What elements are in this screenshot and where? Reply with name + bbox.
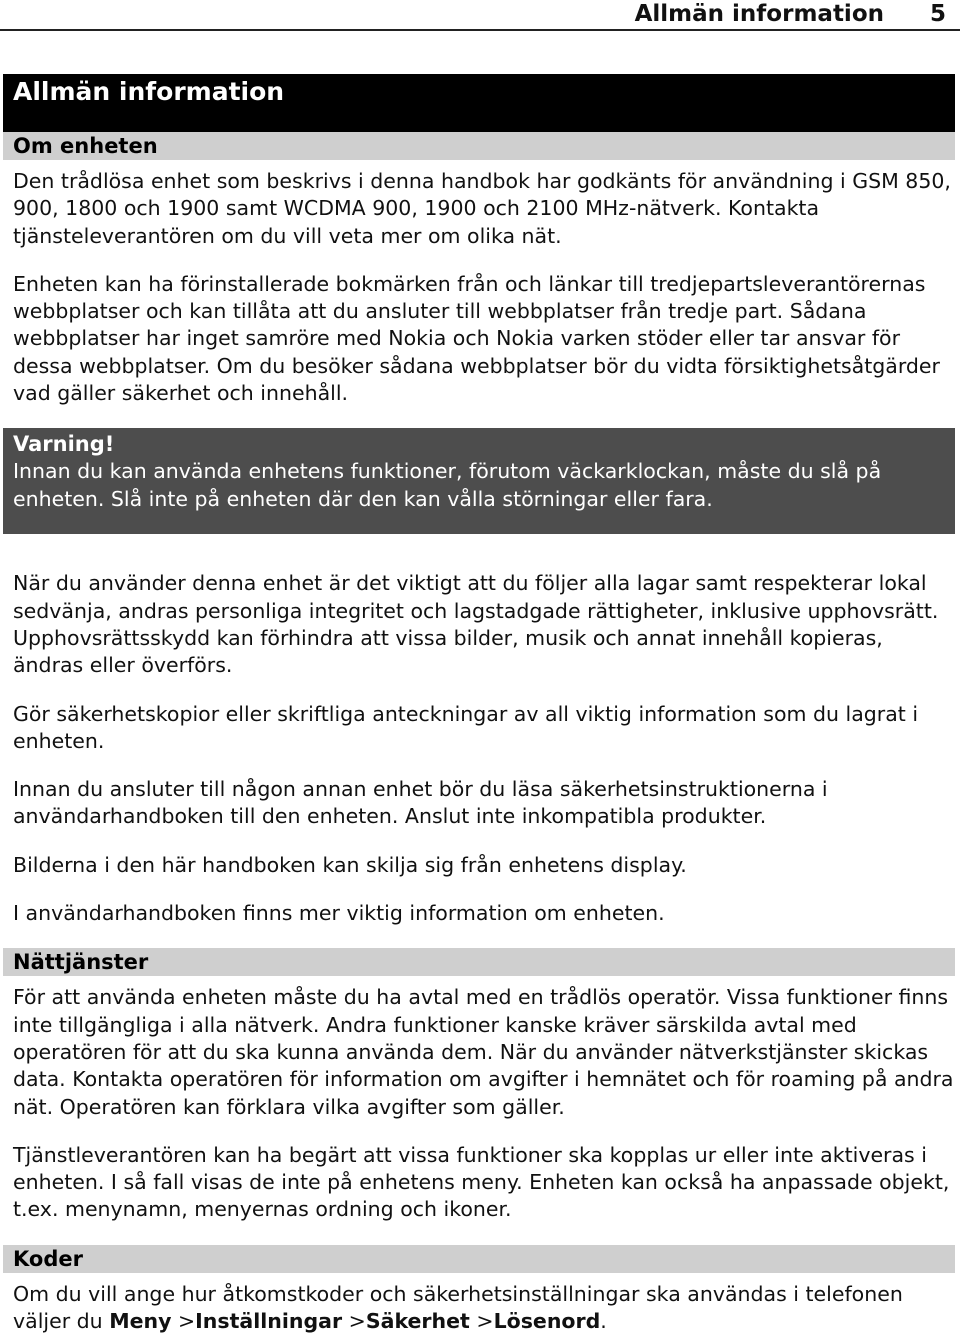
paragraph: Enheten kan ha förinstallerade bokmärken från och länkar till tredjepartsleverantörernas webbplatser och kan tillåta att du ansluter till webbplatser från tredje part. Sådana webbplatser har inget samröre med Nokia och Nokia varken stöder eller tar ansvar för dessa webbplatser. Om du besöker sådana webbplatser bör du vidta försiktighetsåtgärder vad gäller säkerhet och innehåll.	[13, 271, 940, 406]
menu-path-intro: Om du vill ange hur åtkomstkoder och säkerhetsinställningar ska användas i telefonen väljer du	[13, 1281, 903, 1334]
paragraph: Bilderna i den här handboken kan skilja sig från enhetens display.	[13, 852, 687, 877]
end-punctuation: .	[600, 1309, 607, 1334]
warning-box	[3, 428, 955, 534]
menu-path-item: Säkerhet	[365, 1309, 470, 1334]
running-header-title: Allmän information	[634, 1, 884, 27]
menu-path-item: Meny	[109, 1309, 172, 1334]
page-number: 5	[929, 1, 946, 27]
menu-path-separator: >	[177, 1309, 196, 1334]
warning-text: Innan du kan använda enhetens funktioner, förutom väckarklockan, måste du slå på enheten. Slå inte på enheten där den kan vålla störningar eller fara.	[13, 459, 882, 511]
warning-title: Varning!	[13, 432, 115, 457]
page-content	[3, 74, 955, 1335]
section-title-nattjanster: Nättjänster	[3, 948, 955, 976]
section-title-om-enheten: Om enheten	[3, 132, 955, 160]
menu-path-item: Lösenord	[493, 1309, 601, 1334]
paragraph: Gör säkerhetskopior eller skriftliga anteckningar av all viktig information som du lagrat i enheten.	[13, 701, 919, 753]
page-header	[0, 0, 960, 31]
paragraph: När du använder denna enhet är det viktigt att du följer alla lagar samt respekterar lokal sedvänja, andras personliga integritet och lagstadgade rättigheter, inklusive upphovsrätt. Upphovsrättsskydd kan förhindra att vissa bilder, musik och annat innehåll kopieras, ändras eller överförs.	[13, 571, 939, 678]
menu-path-paragraph	[3, 1281, 955, 1336]
menu-path-separator: >	[348, 1309, 366, 1334]
paragraph: Tjänstleverantören kan ha begärt att vissa funktioner ska kopplas ur eller inte aktiveras i enheten. I så fall visas de inte på enhetens meny. Enheten kan också ha anpassade objekt, t.ex. menynamn, menyernas ordning och ikoner.	[13, 1142, 950, 1222]
paragraph: Den trådlösa enhet som beskrivs i denna handbok har godkänts för användning i GSM 850, 900, 1800 och 1900 samt WCDMA 900, 1900 och 2100 MHz-nätverk. Kontakta tjänsteleverantören om du vill veta mer om olika nät.	[13, 169, 951, 248]
menu-path-separator: >	[476, 1309, 494, 1334]
paragraph: Innan du ansluter till någon annan enhet bör du läsa säkerhetsinstruktionerna i användarhandboken till den enheten. Anslut inte inkompatibla produkter.	[13, 777, 828, 829]
paragraph: För att använda enheten måste du ha avtal med en trådlös operatör. Vissa funktioner finns inte tillgängliga i alla nätverk. Andra funktioner kanske kräver särskilda avtal med operatören för att du ska kunna använda dem. När du använder nätverkstjänster skickas data. Kontakta operatören för information om avgifter i hemnätet och för roaming på andra nät. Operatören kan förklara vilka avgifter som gäller.	[13, 985, 954, 1119]
chapter-title: Allmän information	[3, 74, 955, 132]
menu-path-item: Inställningar	[195, 1309, 343, 1334]
paragraph: I användarhandboken finns mer viktig information om enheten.	[13, 901, 665, 926]
section-title-koder: Koder	[3, 1245, 955, 1273]
